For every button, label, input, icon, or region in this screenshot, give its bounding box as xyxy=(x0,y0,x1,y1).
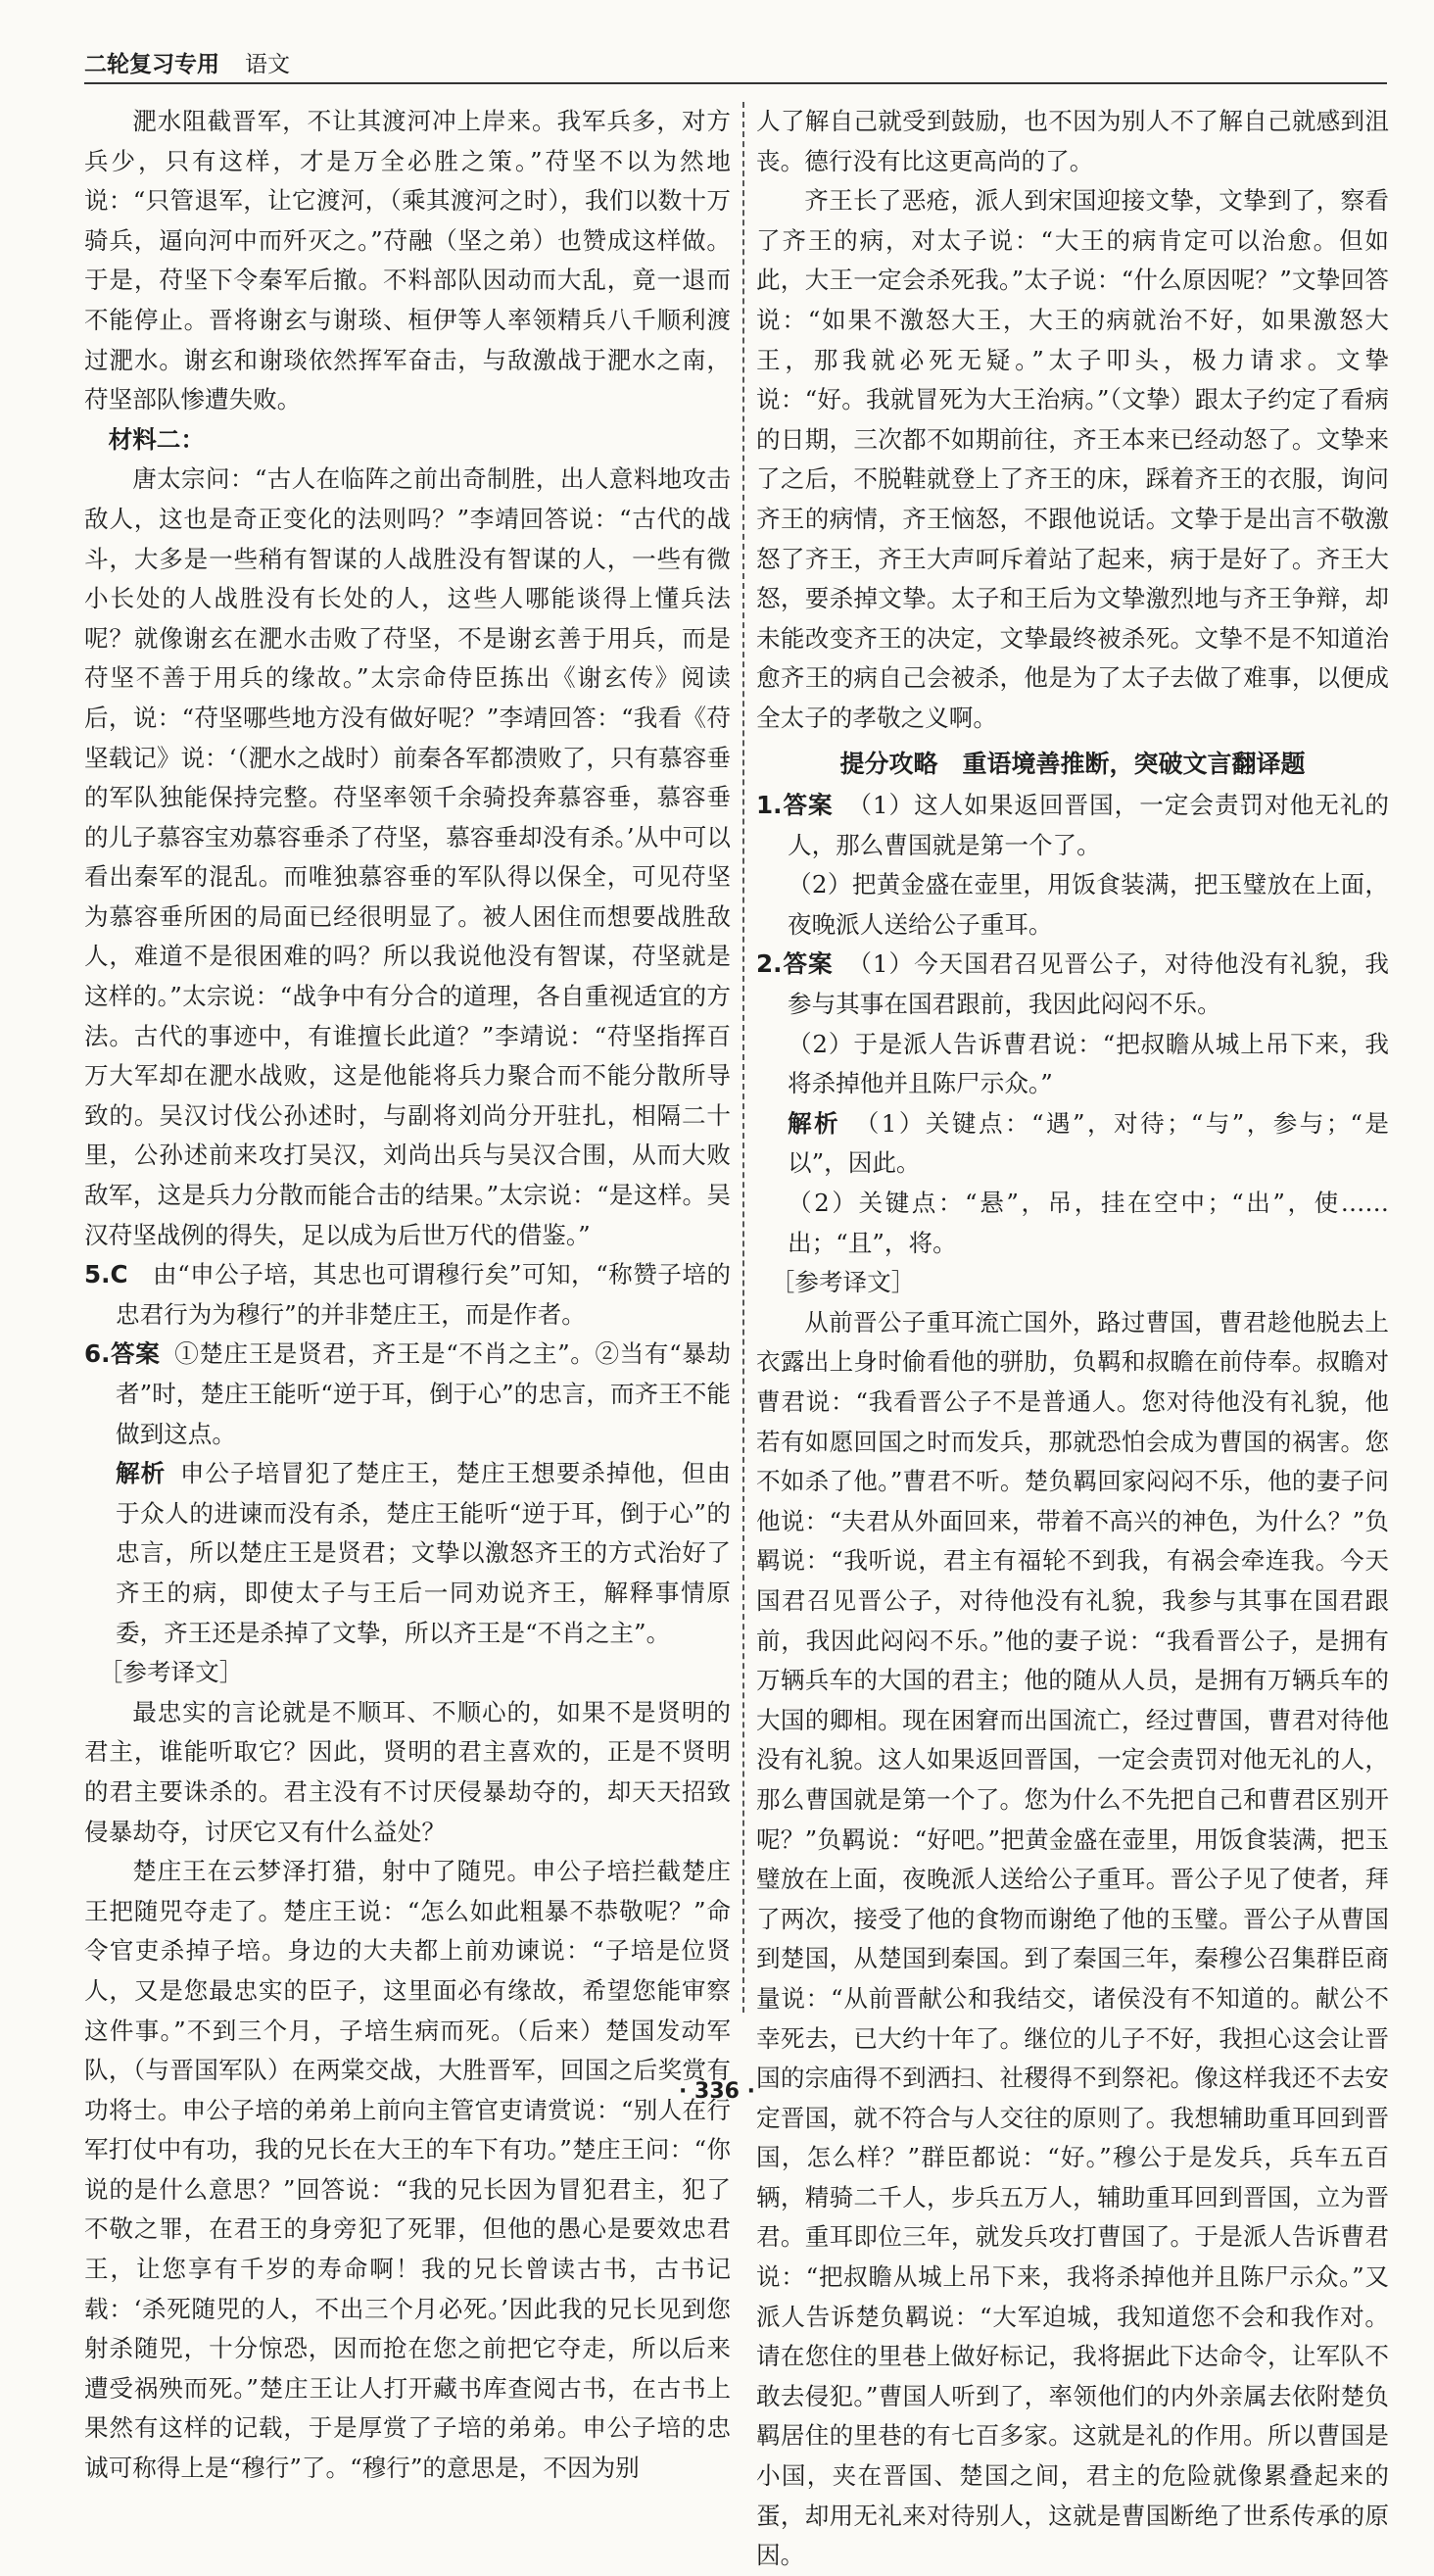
question-5 xyxy=(84,1255,731,1335)
answer-label: 答案 xyxy=(782,791,834,820)
answer-text: （1）今天国君召见晋公子，对待他没有礼貌，我参与其事在国君跟前，我因此闷闷不乐。 xyxy=(787,949,1389,1019)
answer-text: （2）把黄金盛在壶里，用饭食装满，把玉璧放在上面，夜晚派人送给公子重耳。 xyxy=(787,870,1389,939)
answer-label: 答案 xyxy=(110,1339,161,1369)
subject-label: 语文 xyxy=(245,52,290,77)
answer-text: ①楚庄王是贤君，齐王是“不肖之主”。②当有“暴劫者”时，楚庄王能听“逆于耳，倒于心”的忠言，而齐王不能做到这点。 xyxy=(115,1339,731,1448)
answer-2 xyxy=(756,945,1389,1024)
question-6-analysis xyxy=(84,1454,731,1653)
analysis-text: （2）关键点：“悬”，吊，挂在空中；“出”，使……出；“且”，将。 xyxy=(787,1189,1389,1257)
translation-paragraph: 人了解自己就受到鼓励，也不因为别人不了解自己就感到沮丧。德行没有比这更高尚的了。 xyxy=(756,107,1389,175)
reference-translation-label: ［参考译文］ xyxy=(770,1268,916,1297)
analysis-block xyxy=(756,1104,1389,1184)
answer-text: （2）于是派人告诉曹君说：“把叔瞻从城上吊下来，我将杀掉他并且陈尸示众。” xyxy=(787,1029,1389,1098)
analysis-label: 解析 xyxy=(115,1459,167,1488)
translation-paragraph: 最忠实的言论就是不顺耳、不顺心的，如果不是贤明的君主，谁能听取它？因此，贤明的君主喜欢的，正是不贤明的君主要诛杀的。君主没有不讨厌侵暴劫夺的，却天天招致侵暴劫夺，讨厌它又有什么益处？ xyxy=(84,1697,731,1846)
question-number: 6. xyxy=(84,1339,111,1369)
reference-translation-label: ［参考译文］ xyxy=(98,1658,244,1687)
question-number: 1. xyxy=(756,791,783,820)
question-text: 由“申公子培，其忠也可谓穆行矣”可知，“称赞子培的忠君行为为穆行”的并非楚庄王，而是作者。 xyxy=(115,1260,731,1329)
analysis-label: 解析 xyxy=(787,1108,841,1138)
right-column xyxy=(756,102,1389,2570)
page-number: · 336 · xyxy=(679,2079,755,2104)
material-heading: 材料二： xyxy=(108,424,205,454)
passage-paragraph: 淝水阻截晋军，不让其渡河冲上岸来。我军兵多，对方兵少，只有这样，才是万全必胜之策。”苻坚不以为然地说：“只管退军，让它渡河，（乘其渡河之时），我们以数十万骑兵，逼向河中而歼灭之。”苻融（坚之弟）也赞成这样做。于是，苻坚下令秦军后撤。不料部队因动而大乱，竟一退而不能停止。晋将谢玄与谢琰、桓伊等人率领精兵八千顺利渡过淝水。谢玄和谢琰依然挥军奋击，与敌激战于淝水之南，苻坚部队惨遭失败。 xyxy=(84,107,731,414)
column-divider xyxy=(742,102,744,2013)
answer-1 xyxy=(756,786,1389,865)
answer-label: 答案 xyxy=(782,949,834,979)
passage-paragraph: 唐太宗问：“古人在临阵之前出奇制胜，出人意料地攻击敌人，这也是奇正变化的法则吗？”李靖回答说：“古代的战斗，大多是一些稍有智谋的人战胜没有智谋的人，一些有微小长处的人战胜没有长处的人，这些人哪能谈得上懂兵法呢？就像谢玄在淝水击败了苻坚，不是谢玄善于用兵，而是苻坚不善于用兵的缘故。”太宗命侍臣拣出《谢玄传》阅读后，说：“苻坚哪些地方没有做好呢？”李靖回答：“我看《苻坚载记》说：‘（淝水之战时）前秦各军都溃败了，只有慕容垂的军队独能保持完整。苻坚率领千余骑投奔慕容垂，慕容垂的儿子慕容宝劝慕容垂杀了苻坚，慕容垂却没有杀。’从中可以看出秦军的混乱。而唯独慕容垂的军队得以保全，可见苻坚为慕容垂所困的局面已经很明显了。被人困住而想要战胜敌人，难道不是很困难的吗？所以我说他没有智谋，苻坚就是这样的。”太宗说：“战争中有分合的道理，各自重视适宜的方法。古代的事迹中，有谁擅长此道？”李靖说：“苻坚指挥百万大军却在淝水战败，这是他能将兵力聚合而不能分散所导致的。吴汉讨伐公孙述时，与副将刘尚分开驻扎，相隔二十里，公孙述前来攻打吴汉，刘尚出兵与吴汉合围，从而大败敌军，这是兵力分散而能合击的结果。”太宗说：“是这样。吴汉苻坚战例的得失，足以成为后世万代的借鉴。” xyxy=(84,464,731,1249)
book-title: 二轮复习专用 xyxy=(84,52,219,77)
translation-paragraph: 从前晋公子重耳流亡国外，路过曹国，曹君趁他脱去上衣露出上身时偷看他的骈肋，负羁和叔瞻在前侍奉。叔瞻对曹君说：“我看晋公子不是普通人。您对待他没有礼貌，他若有如愿回国之时而发兵，那就恐怕会成为曹国的祸害。您不如杀了他。”曹君不听。楚负羁回家闷闷不乐，他的妻子问他说：“夫君从外面回来，带着不高兴的神色，为什么？”负羁说：“我听说，君主有福轮不到我，有祸会牵连我。今天国君召见晋公子，对待他没有礼貌，我参与其事在国君跟前，我因此闷闷不乐。”他的妻子说：“我看晋公子，是拥有万辆兵车的大国的君主；他的随从人员，是拥有万辆兵车的大国的卿相。现在困窘而出国流亡，经过曹国，曹君对待他没有礼貌。这人如果返回晋国，一定会责罚对他无礼的人，那么曹国就是第一个了。您为什么不先把自己和曹君区别开呢？”负羁说：“好吧。”把黄金盛在壶里，用饭食装满，把玉璧放在上面，夜晚派人送给公子重耳。晋公子见了使者，拜了两次，接受了他的食物而谢绝了他的玉璧。晋公子从曹国到楚国，从楚国到秦国。到了秦国三年，秦穆公召集群臣商量说：“从前晋献公和我结交，诸侯没有不知道的。献公不幸死去，已大约十年了。继位的儿子不好，我担心这会让晋国的宗庙得不到洒扫、社稷得不到祭祀。像这样我还不去安定晋国，就不符合与人交往的原则了。我想辅助重耳回到晋国，怎么样？”群臣都说：“好。”穆公于是发兵，兵车五百辆，精骑二千人，步兵五万人，辅助重耳回到晋国，立为晋君。重耳即位三年，就发兵攻打曹国了。于是派人告诉曹君说：“把叔瞻从城上吊下来，我将杀掉他并且陈尸示众。”又派人告诉楚负羁说：“大军迫城，我知道您不会和我作对。请在您住的里巷上做好标记，我将据此下达命令，让军队不敢去侵犯。”曹国人听到了，率领他们的内外亲属去依附楚负羁居住的里巷的有七百多家。这就是礼的作用。所以曹国是小国，夹在晋国、楚国之间，君主的危险就像累叠起来的蛋，却用无礼来对待别人，这就是曹国断绝了世系传承的原因。 xyxy=(756,1307,1389,2570)
answer-text: （1）这人如果返回晋国，一定会责罚对他无礼的人，那么曹国就是第一个了。 xyxy=(787,791,1389,859)
question-number: 2. xyxy=(756,949,783,979)
analysis-text: （1）关键点：“遇”，对待；“与”，参与；“是以”，因此。 xyxy=(787,1108,1389,1178)
question-6-answer xyxy=(84,1335,731,1454)
page-header xyxy=(84,45,1387,84)
analysis-text: 申公子培冒犯了楚庄王，楚庄王想要杀掉他，但由于众人的进谏而没有杀，楚庄王能听“逆于耳，倒于心”的忠言，所以楚庄王是贤君；文挚以激怒齐王的方式治好了齐王的病，即使太子与王后一同劝说齐王，解释事情原委，齐王还是杀掉了文挚，所以齐王是“不肖之主”。 xyxy=(115,1459,731,1647)
translation-paragraph: 齐王长了恶疮，派人到宋国迎接文挚，文挚到了，察看了齐王的病，对太子说：“大王的病肯定可以治愈。但如此，大王一定会杀死我。”太子说：“什么原因呢？”文挚回答说：“如果不激怒大王，大王的病就治不好，如果激怒大王，那我就必死无疑。”太子叩头，极力请求。文挚说：“好。我就冒死为大王治病。”（文挚）跟太子约定了看病的日期，三次都不如期前往，齐王本来已经动怒了。文挚来了之后，不脱鞋就登上了齐王的床，踩着齐王的衣服，询问齐王的病情，齐王恼怒，不跟他说话。文挚于是出言不敬激怒了齐王，齐王大声呵斥着站了起来，病于是好了。齐王大怒，要杀掉文挚。太子和王后为文挚激烈地与齐王争辩，却未能改变齐王的决定，文挚最终被杀死。文挚不是不知道治愈齐王的病自己会被杀，他是为了太子去做了难事，以便成全太子的孝敬之义啊。 xyxy=(756,186,1389,732)
section-title: 提分攻略 重语境善推断，突破文言翻译题 xyxy=(839,749,1306,778)
translation-paragraph: 楚庄王在云梦泽打猎，射中了随兕。申公子培拦截楚庄王把随兕夺走了。楚庄王说：“怎么如此粗暴不恭敬呢？”命令官吏杀掉子培。身边的大夫都上前劝谏说：“子培是位贤人，又是您最忠实的臣子，这里面必有缘故，希望您能审察这件事。”不到三个月，子培生病而死。（后来）楚国发动军队，（与晋国军队）在两棠交战，大胜晋军，回国之后奖赏有功将士。申公子培的弟弟上前向主管官吏请赏说：“别人在行军打仗中有功，我的兄长在大王的车下有功。”楚庄王问：“你说的是什么意思？”回答说：“我的兄长因为冒犯君主，犯了不敬之罪，在君王的身旁犯了死罪，但他的愚心是要效忠君王，让您享有千岁的寿命啊！我的兄长曾读古书，古书记载：‘杀死随兕的人，不出三个月必死。’因此我的兄长见到您射杀随兕，十分惊恐，因而抢在您之前把它夺走，所以后来遭受祸殃而死。”楚庄王让人打开藏书库查阅古书，在古书上果然有这样的记载，于是厚赏了子培的弟弟。申公子培的忠诚可称得上是“穆行”了。“穆行”的意思是，不因为别 xyxy=(84,1857,731,2483)
question-number: 5.C xyxy=(84,1260,128,1289)
